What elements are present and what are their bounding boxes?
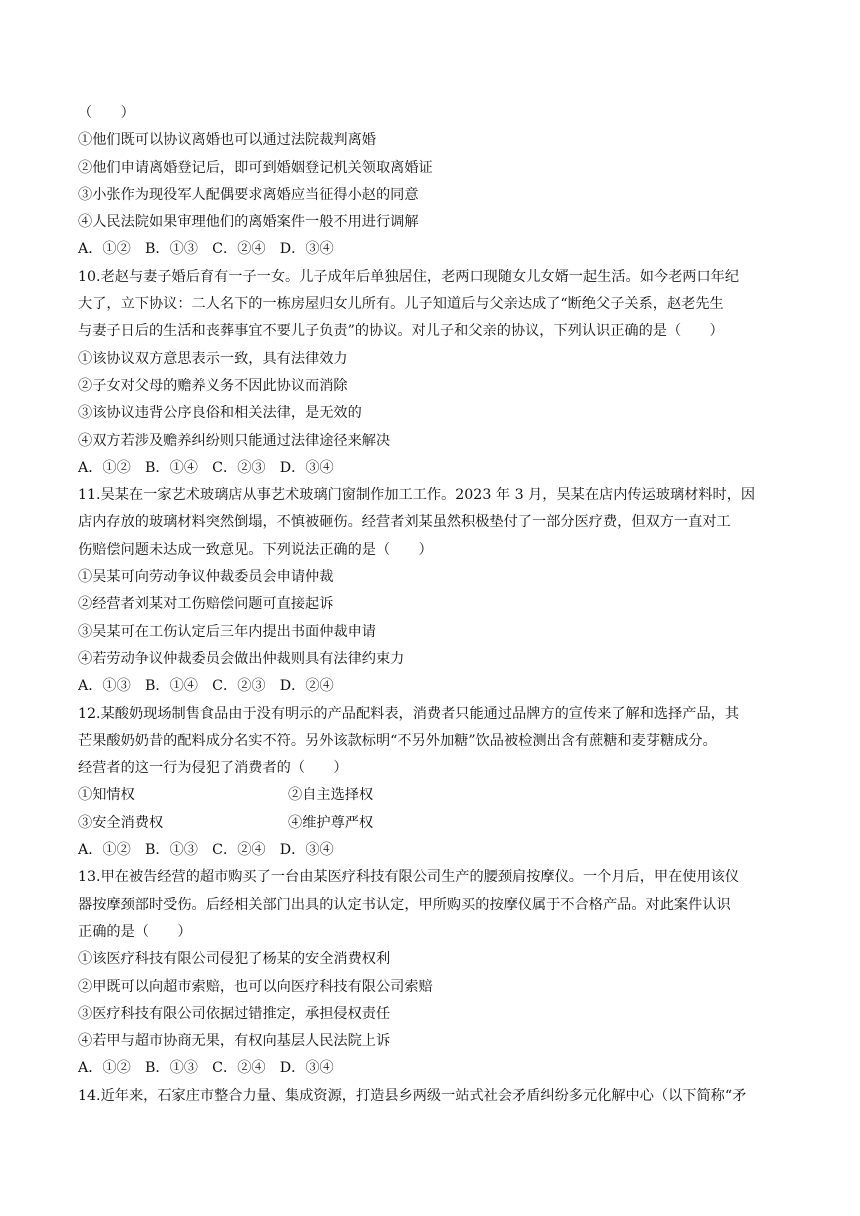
question-9-option-2: ②他们申请离婚登记后，即可到婚姻登记机关领取离婚证	[78, 159, 433, 176]
question-9-answers: A．①② B．①③ C．②④ D．③④	[78, 241, 334, 258]
question-13-option-2: ②甲既可以向超市索赔，也可以向医疗科技有限公司索赔	[78, 978, 433, 995]
question-9-option-4: ④人民法院如果审理他们的离婚案件一般不用进行调解	[78, 214, 419, 231]
question-11-option-1: ①吴某可向劳动争议仲裁委员会申请仲裁	[78, 569, 334, 586]
question-12-option-2: ②自主选择权	[288, 787, 374, 804]
question-10-option-1: ①该协议双方意思表示一致，具有法律效力	[78, 350, 348, 367]
question-10-stem-line-3: 与妻子日后的生活和丧葬事宜不要儿子负责”的协议。对儿子和父亲的协议，下列认识正确的是（ ）	[78, 323, 724, 340]
question-12-stem-line-2: 芒果酸奶奶昔的配料成分名实不符。另外该款标明“不另外加糖”饮品被检测出含有蔗糖和麦芽糖成分。	[78, 732, 717, 749]
question-10-stem-line-1: 10.老赵与妻子婚后育有一子一女。儿子成年后单独居住，老两口现随女儿女婿一起生活。如今老两口年纪	[78, 268, 740, 285]
exam-page	[78, 100, 784, 1110]
question-13-stem-line-1: 13.甲在被告经营的超市购买了一台由某医疗科技有限公司生产的腰颈肩按摩仪。一个月后，甲在使用该仪	[78, 869, 740, 886]
question-12-options-row-2	[78, 810, 784, 837]
question-13-stem-line-3: 正确的是（ ）	[78, 923, 192, 940]
question-9-option-3: ③小张作为现役军人配偶要求离婚应当征得小赵的同意	[78, 186, 419, 203]
question-13-answers: A．①② B．①③ C．②④ D．③④	[78, 1060, 334, 1077]
question-12-stem-line-3: 经营者的这一行为侵犯了消费者的（ ）	[78, 760, 348, 777]
question-12-answers: A．①② B．①③ C．②④ D．③④	[78, 842, 334, 859]
question-9-paren: （ ）	[78, 105, 135, 121]
question-10-option-3: ③该协议违背公序良俗和相关法律，是无效的	[78, 405, 362, 422]
question-13-option-3: ③医疗科技有限公司依据过错推定，承担侵权责任	[78, 1005, 391, 1022]
question-9-option-1: ①他们既可以协议离婚也可以通过法院裁判离婚	[78, 132, 376, 149]
question-11-answers: A．①③ B．①④ C．②③ D．②④	[78, 678, 334, 695]
question-10-answers: A．①② B．①④ C．②③ D．③④	[78, 459, 334, 476]
question-12-options-row-1	[78, 782, 784, 809]
question-12-option-1: ①知情权	[78, 787, 135, 804]
question-10-stem-line-2: 大了，立下协议：二人名下的一栋房屋归女儿所有。儿子知道后与父亲达成了“断绝父子关系，赵老先生	[78, 296, 724, 313]
question-12-option-4: ④维护尊严权	[288, 814, 374, 831]
question-11-option-2: ②经营者刘某对工伤赔偿问题可直接起诉	[78, 596, 334, 613]
question-10-option-2: ②子女对父母的赡养义务不因此协议而消除	[78, 377, 348, 394]
question-13-option-4: ④若甲与超市协商无果，有权向基层人民法院上诉	[78, 1033, 391, 1050]
question-12-option-3: ③安全消费权	[78, 814, 164, 831]
question-11-stem-line-3: 伤赔偿问题未达成一致意见。下列说法正确的是（ ）	[78, 541, 433, 558]
question-10-option-4: ④双方若涉及赡养纠纷则只能通过法律途径来解决	[78, 432, 391, 449]
question-13-stem-line-2: 器按摩颈部时受伤。后经相关部门出具的认定书认定，甲所购买的按摩仪属于不合格产品。对此案件认识	[78, 896, 731, 913]
question-11-option-3: ③吴某可在工伤认定后三年内提出书面仲裁申请	[78, 623, 376, 640]
question-11-stem-line-2: 店内存放的玻璃材料突然倒塌，不慎被砸伤。经营者刘某虽然积极垫付了一部分医疗费，但双方一直对工	[78, 514, 731, 531]
question-11-option-4: ④若劳动争议仲裁委员会做出仲裁则具有法律约束力	[78, 650, 405, 667]
question-14-stem-line-1: 14.近年来，石家庄市整合力量、集成资源，打造县乡两级一站式社会矛盾纠纷多元化解中心（以下简称“矛	[78, 1087, 747, 1104]
question-13-option-1: ①该医疗科技有限公司侵犯了杨某的安全消费权利	[78, 951, 391, 968]
question-11-stem-line-1: 11.吴某在一家艺术玻璃店从事艺术玻璃门窗制作加工工作。2023 年 3 月，吴某在店内传运玻璃材料时，因	[78, 487, 756, 504]
question-12-stem-line-1: 12.某酸奶现场制售食品由于没有明示的产品配料表，消费者只能通过品牌方的宣传来了解和选择产品，其	[78, 705, 740, 722]
